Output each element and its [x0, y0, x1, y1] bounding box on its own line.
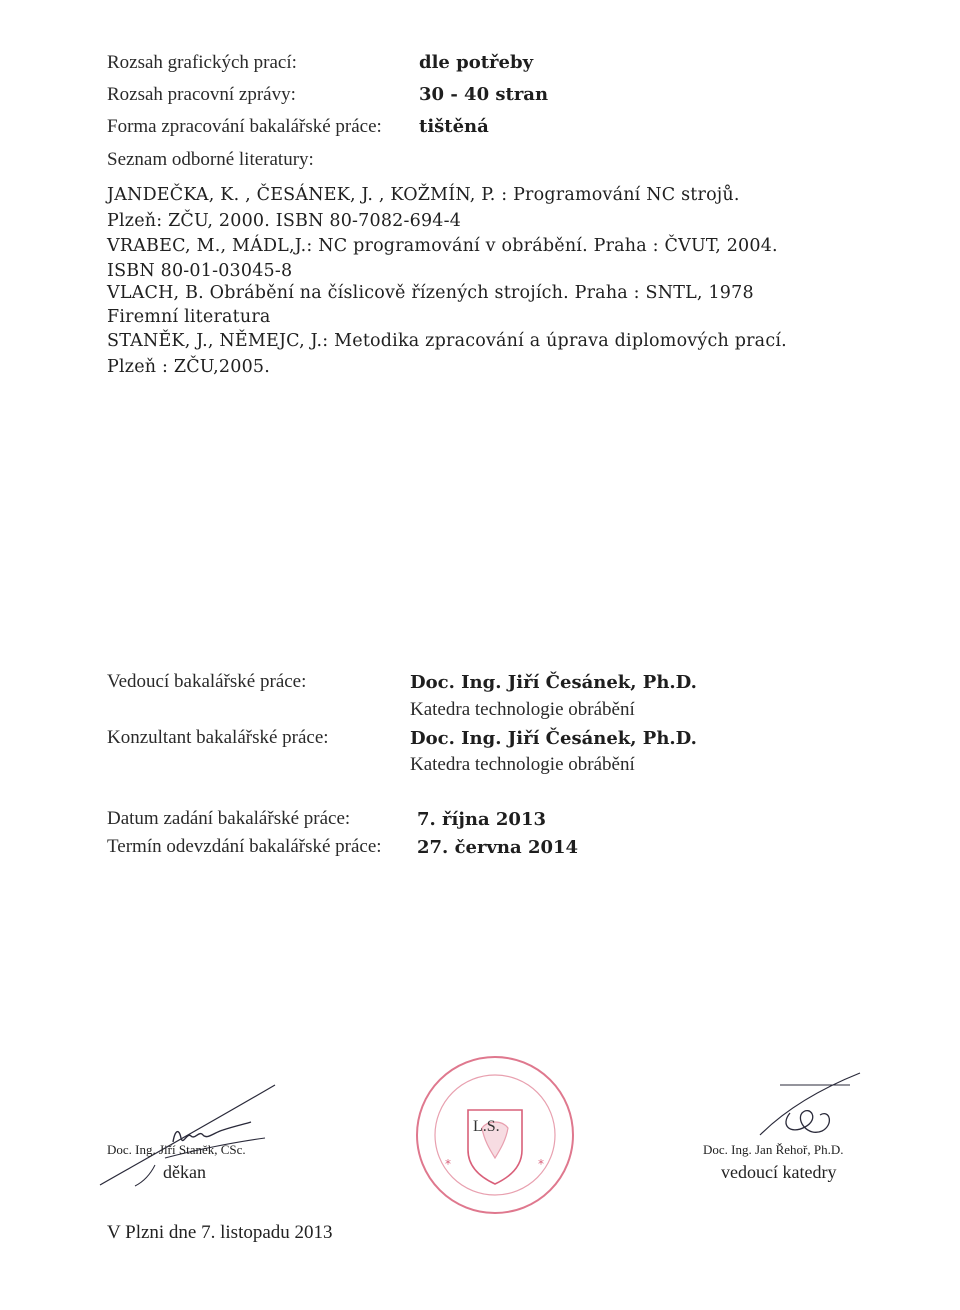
- reference-line: VRABEC, M., MÁDL,J.: NC programování v obrábění. Praha : ČVUT, 2004.: [107, 236, 778, 256]
- head-title: vedoucí katedry: [721, 1162, 837, 1182]
- dean-name: Doc. Ing. Jiří Staněk, CSc.: [107, 1142, 246, 1157]
- date-due-value: 27. června 2014: [417, 837, 579, 858]
- reference-line: Firemní literatura: [107, 307, 271, 327]
- date-due-label: Termín odevzdání bakalářské práce:: [107, 836, 382, 857]
- spec-label-report: Rozsah pracovní zprávy:: [107, 84, 296, 105]
- reference-line: ISBN 80-01-03045-8: [107, 261, 293, 281]
- spec-label-form: Forma zpracování bakalářské práce:: [107, 116, 382, 137]
- stamp-center-label: L.S.: [473, 1118, 500, 1135]
- spec-value-report: 30 - 40 stran: [419, 84, 549, 105]
- reference-line: VLACH, B. Obrábění na číslicově řízených strojích. Praha : SNTL, 1978: [107, 283, 754, 303]
- supervisor-name: Doc. Ing. Jiří Česánek, Ph.D.: [410, 672, 697, 693]
- date-assigned-label: Datum zadání bakalářské práce:: [107, 808, 351, 829]
- literature-heading: Seznam odborné literatury:: [107, 149, 314, 170]
- consultant-dept: Katedra technologie obrábění: [410, 754, 635, 775]
- reference-line: JANDEČKA, K. , ČESÁNEK, J. , KOŽMÍN, P. : Programování NC strojů.: [107, 185, 740, 205]
- head-signature-icon: [750, 1065, 870, 1145]
- reference-line: Plzeň : ZČU,2005.: [107, 357, 270, 377]
- place-date: V Plzni dne 7. listopadu 2013: [107, 1222, 333, 1243]
- consultant-name: Doc. Ing. Jiří Česánek, Ph.D.: [410, 728, 697, 749]
- consultant-label: Konzultant bakalářské práce:: [107, 727, 329, 748]
- dean-title: děkan: [163, 1162, 206, 1182]
- head-name: Doc. Ing. Jan Řehoř, Ph.D.: [703, 1142, 844, 1157]
- supervisor-dept: Katedra technologie obrábění: [410, 699, 635, 720]
- reference-line: Plzeň: ZČU, 2000. ISBN 80-7082-694-4: [107, 211, 462, 231]
- supervisor-label: Vedoucí bakalářské práce:: [107, 671, 307, 692]
- spec-value-form: tištěná: [419, 116, 489, 137]
- reference-line: STANĚK, J., NĚMEJC, J.: Metodika zpracování a úprava diplomových prací.: [107, 331, 787, 351]
- spec-label-graphics: Rozsah grafických prací:: [107, 52, 297, 73]
- svg-text:*: *: [538, 1157, 544, 1171]
- svg-text:*: *: [445, 1157, 451, 1171]
- date-assigned-value: 7. října 2013: [417, 809, 547, 830]
- spec-value-graphics: dle potřeby: [419, 52, 534, 73]
